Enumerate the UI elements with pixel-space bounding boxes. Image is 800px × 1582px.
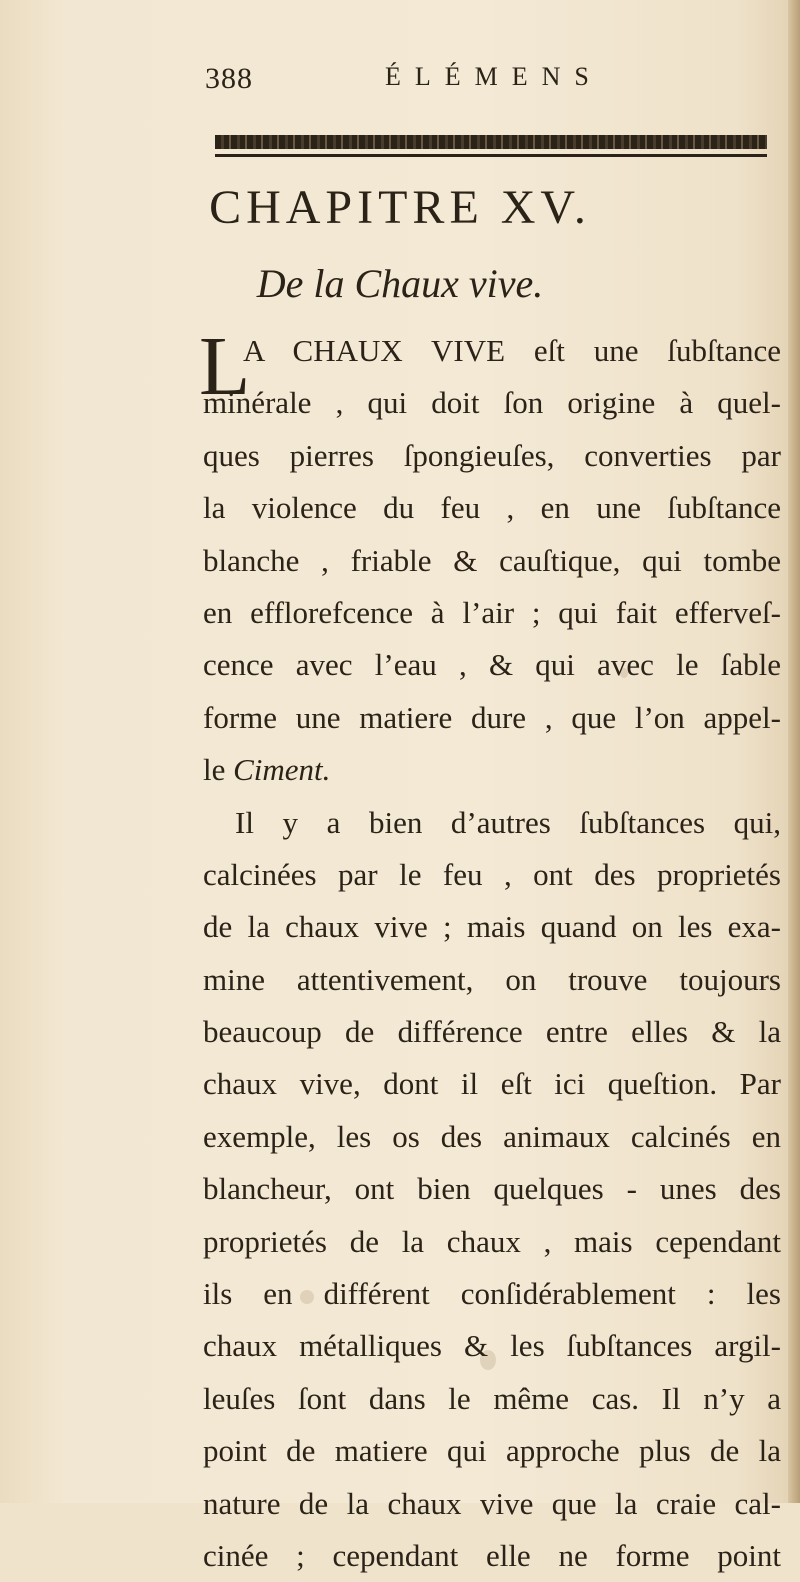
text-line: blancheur, ont bien quelques - unes des bbox=[203, 1171, 781, 1207]
chapter-subtitle: De la Chaux vive. bbox=[256, 261, 544, 306]
text-line: de la chaux vive ; mais quand on les exa- bbox=[203, 909, 781, 945]
italic-term: Ciment. bbox=[233, 752, 331, 788]
body-text bbox=[199, 320, 781, 1582]
paragraph-1 bbox=[199, 320, 781, 797]
text-line: minérale , qui doit ſon origine à quel- bbox=[203, 385, 781, 421]
text-line: leuſes ſont dans le même cas. Il n’y a bbox=[203, 1380, 781, 1416]
text-line: Il y a bien d’autres ſubſtances qui, bbox=[235, 804, 781, 840]
running-head bbox=[205, 62, 645, 102]
text-line: A CHAUX VIVE eſt une ſubſtance bbox=[243, 333, 781, 368]
text-line: la violence du feu , en une ſubſtance bbox=[203, 490, 781, 526]
text-line: proprietés de la chaux , mais cependant bbox=[203, 1223, 781, 1259]
paragraph-2 bbox=[203, 797, 781, 1582]
text-line: calcinées par le feu , ont des proprietés bbox=[203, 856, 781, 892]
text-line: nature de la chaux vive que la craie cal- bbox=[203, 1485, 781, 1521]
header-rule bbox=[215, 154, 767, 157]
text-fragment: le bbox=[203, 752, 234, 788]
running-title: ÉLÉMENS bbox=[385, 62, 603, 91]
text-line bbox=[203, 744, 781, 796]
text-line: cinée ; cependant elle ne forme point bbox=[203, 1537, 781, 1573]
text-line: blanche , friable & cauſtique, qui tombe bbox=[203, 542, 781, 578]
header-ornament bbox=[215, 135, 767, 149]
text-line: en efflorefcence à l’air ; qui fait efferveſ- bbox=[203, 594, 781, 630]
text-line: point de matiere qui approche plus de la bbox=[203, 1433, 781, 1469]
page-number: 388 bbox=[205, 62, 253, 95]
drop-cap: L bbox=[199, 320, 251, 413]
text-line: chaux métalliques & les ſubſtances argil- bbox=[203, 1328, 781, 1364]
text-line: beaucoup de différence entre elles & la bbox=[203, 1014, 781, 1050]
text-line: chaux vive, dont il eſt ici queſtion. Par bbox=[203, 1066, 781, 1102]
text-line: mine attentivement, on trouve toujours bbox=[203, 961, 781, 997]
text-line: ques pierres ſpongieuſes, converties par bbox=[203, 437, 781, 473]
text-line: ils en différent conſidérablement : les bbox=[203, 1276, 781, 1312]
text-line: exemple, les os des animaux calcinés en bbox=[203, 1118, 781, 1154]
text-line: cence avec l’eau , & qui avec le ſable bbox=[203, 647, 781, 683]
chapter-title: CHAPITRE XV. bbox=[209, 181, 591, 234]
text-line: forme une matiere dure , que l’on appel- bbox=[203, 699, 781, 735]
